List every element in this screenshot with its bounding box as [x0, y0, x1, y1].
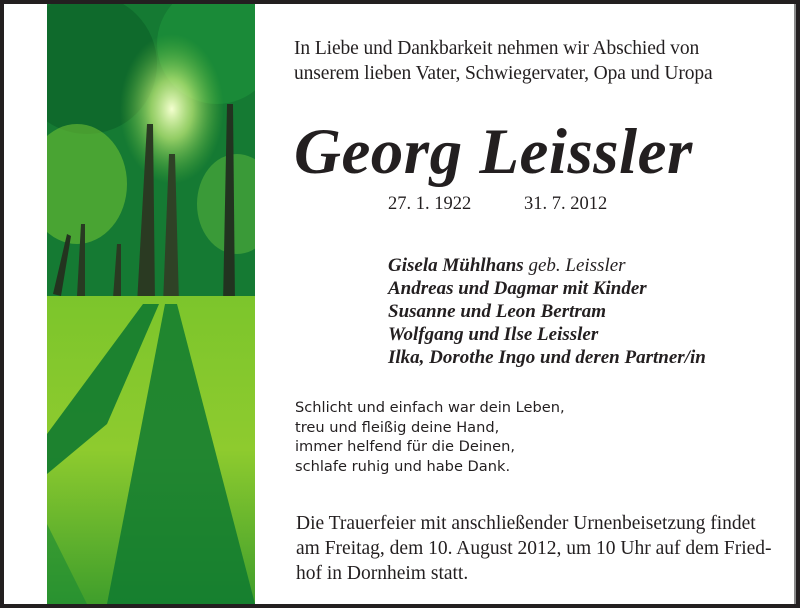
obituary-notice — [4, 4, 796, 604]
intro-text — [294, 36, 713, 86]
poem-line: schlafe ruhig und habe Dank. — [295, 457, 511, 475]
service-line: am Freitag, dem 10. August 2012, um 10 Uhr auf dem Fried- — [296, 538, 772, 559]
mourner-entry: Susanne und Leon Bertram — [388, 301, 607, 322]
intro-line: In Liebe und Dankbarkeit nehmen wir Abschied von — [294, 38, 700, 59]
poem-line: immer helfend für die Deinen, — [295, 438, 516, 455]
mourner-name: Gisela Mühlhans — [388, 255, 524, 276]
mourner-entry: Andreas und Dagmar mit Kinder — [388, 278, 647, 299]
mourner-entry: Ilka, Dorothe Ingo und deren Partner/in — [388, 347, 706, 368]
poem-verse — [295, 398, 565, 476]
intro-line: unserem lieben Vater, Schwiegervater, Opa und Uropa — [294, 63, 713, 84]
mourners-list — [388, 254, 706, 369]
maiden-name: geb. Leissler — [523, 255, 626, 276]
deceased-name: Georg Leissler — [294, 116, 693, 188]
birth-date: 27. 1. 1922 — [388, 194, 472, 214]
mourner-entry — [388, 254, 706, 277]
death-date: 31. 7. 2012 — [524, 194, 608, 214]
funeral-service-info — [296, 511, 772, 586]
poem-line: treu und fleißig deine Hand, — [295, 418, 500, 436]
service-line: Die Trauerfeier mit anschließender Urnenbeisetzung findet — [296, 513, 756, 534]
mourner-entry: Wolfgang und Ilse Leissler — [388, 324, 599, 345]
service-line: hof in Dornheim statt. — [296, 563, 469, 584]
poem-line: Schlicht und einfach war dein Leben, — [295, 399, 565, 416]
tree-image-icon — [47, 4, 255, 604]
park-trees-photo — [47, 4, 255, 604]
